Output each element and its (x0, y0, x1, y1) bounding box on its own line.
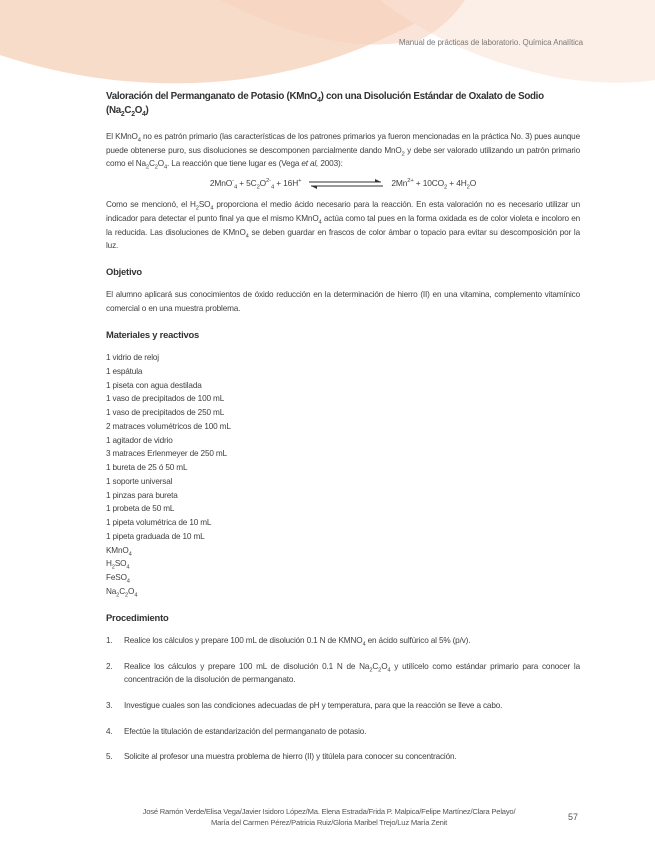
reagent-item: FeSO$_4$ (106, 573, 130, 585)
reaction-equation (106, 177, 580, 191)
objective-text: El alumno aplicará sus conocimientos de óxido reducción en la determinación de hierro (II) en una vitamina, complemento vitamínico comercial o en una muestra problema. (106, 290, 580, 313)
procedure-step: 3. Investigue cuales son las condiciones adecuadas de pH y temperatura, para que la reacción se lleve a cabo. (106, 701, 503, 710)
procedure-heading: Procedimiento (106, 611, 169, 623)
page-title: Valoración del Permanganato de Potasio (KMnO$_4$) con una Disolución Estándar de Oxalato de Sodio $(Na_2C_2O_4)$ (106, 91, 544, 118)
second-paragraph: Como se mencionó, el $H_2SO_4$ proporciona el medio ácido necesario para la reacción. En esta valoración no es necesario utilizar un indicador para detectar el punto final ya que el mismo KMnO$_4$ actúa como tal pues en la forma oxidada es de color violeta e incoloro en la reducida. Las disoluciones de KMnO$_4$ se deben guardar en frascos de color ámbar o topacio para evitar su descomposición por la luz. (106, 200, 581, 251)
authors-footer: José Ramón Verde/Elisa Vega/Javier Isidoro López/Ma. Elena Estrada/Frida P. Malpica/Felipe Martínez/Clara Pelayo/ María del Carmen Pérez/Patricia Ruiz/Gloria Maribel Trejo/Luz María Zenit (142, 807, 516, 827)
objective-heading: Objetivo (106, 265, 142, 277)
running-header: Manual de prácticas de laboratorio. Química Analítica (398, 38, 583, 47)
procedure-list (106, 634, 580, 764)
list-item: 1 pinzas para bureta (106, 490, 178, 500)
list-item: 1 agitador de vidrio (106, 435, 173, 445)
procedure-step: 5. Solicite al profesor una muestra problema de hierro (II) y titúlela para conocer su concentración. (106, 752, 457, 762)
reagent-item: $Na_2C_2O_4$ (106, 586, 138, 599)
page-number: 57 (568, 812, 579, 822)
list-item: 1 vidrio de reloj (106, 353, 159, 363)
page-content (106, 90, 580, 776)
list-item: 3 matraces Erlenmeyer de 250 mL (106, 449, 227, 459)
procedure-step: 4. Efectúe la titulación de estandarización del permanganato de potasio. (106, 726, 367, 736)
list-item: 2 matraces volumétricos de 100 mL (106, 421, 231, 431)
reagent-item: $H_2SO_4$ (106, 559, 130, 572)
list-item: 1 soporte universal (106, 476, 173, 486)
materials-list (106, 351, 580, 599)
procedure-step: 2. Realice los cálculos y prepare 100 mL de disolución 0.1 N de $Na_2C_2O_4$ y utilícelo como estándar primario para conocer la concentración de la disolución de permanganato. (106, 661, 580, 685)
list-item: 1 pipeta graduada de 10 mL (106, 531, 205, 541)
equation-products: $2Mn^{2+} + 10CO_2 + 4H_2O$ (391, 177, 477, 191)
list-item: 1 bureta de 25 ó 50 mL (106, 463, 188, 473)
equation-reactants: $2MnO^-_4 + 5C_2O^{2-}_4 + 16H^+$ (209, 177, 302, 191)
list-item: 1 espátula (106, 366, 143, 376)
equilibrium-arrow-icon (307, 178, 385, 190)
list-item: 1 pipeta volumétrica de 10 mL (106, 518, 212, 528)
list-item: 1 probeta de 50 mL (106, 504, 175, 514)
list-item: 1 vaso de precipitados de 100 mL (106, 394, 225, 404)
materials-heading: Materiales y reactivos (106, 328, 200, 340)
list-item: 1 vaso de precipitados de 250 mL (106, 408, 225, 418)
reagent-item: KMnO$_4$ (106, 545, 132, 558)
procedure-step: 1. Realice los cálculos y prepare 100 mL de disolución 0.1 N de $KMNO_4$ en ácido sulfúrico al 5% (p/v). (106, 636, 471, 648)
intro-paragraph: El KMnO$_4$ no es patrón primario (las características de los patrones primarios ya fueron mencionadas en la práctica No. 3) pues aunque puede obtenerse puro, sus disoluciones se descomponen parcialmente dando MnO$_2$ y debe ser valorado utilizando un patrón primario como el $Na_2C_2O_4$. La reacción que tiene lugar es (Vega et al, 2003): (106, 132, 580, 171)
list-item: 1 piseta con agua destilada (106, 380, 202, 390)
